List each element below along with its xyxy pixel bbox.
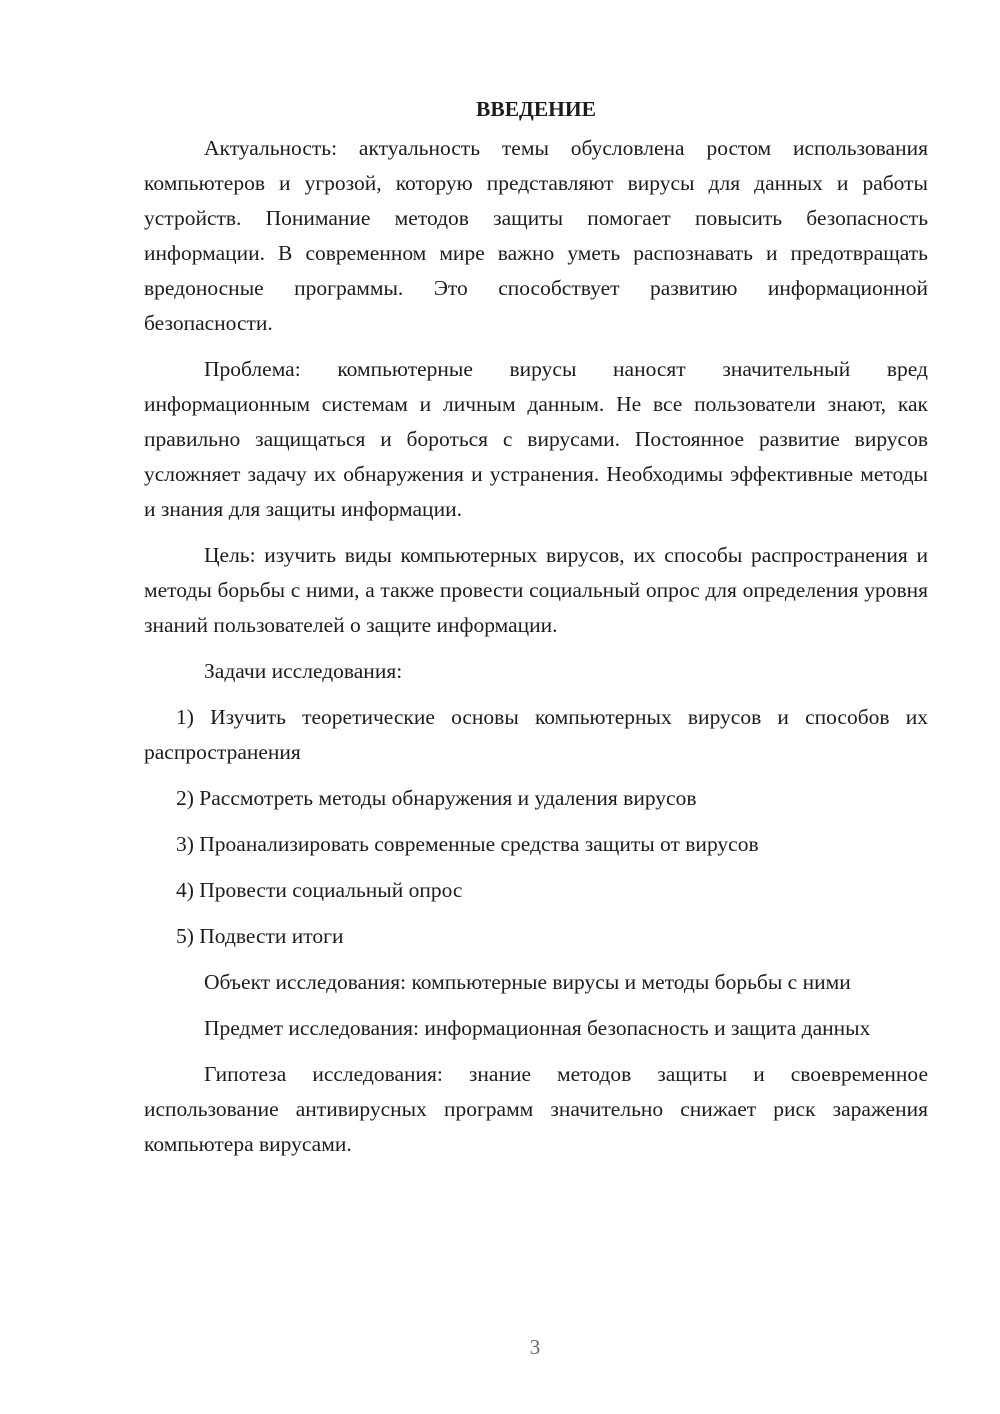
list-item: 2) Рассмотреть методы обнаружения и удаления вирусов <box>176 786 697 810</box>
list-item: 1) Изучить теоретические основы компьютерных вирусов и способов их распространения <box>144 705 928 764</box>
object-paragraph: Объект исследования: компьютерные вирусы и методы борьбы с ними <box>204 970 851 994</box>
list-item: 3) Проанализировать современные средства защиты от вирусов <box>176 832 759 856</box>
document-page <box>144 92 928 1173</box>
list-item: 4) Провести социальный опрос <box>176 878 463 902</box>
page-number: 3 <box>529 1335 541 1359</box>
subject-paragraph: Предмет исследования: информационная безопасность и защита данных <box>204 1016 871 1040</box>
goal-paragraph: Цель: изучить виды компьютерных вирусов, их способы распространения и методы борьбы с ними, а также провести социальный опрос для определения уровня знаний пользователей о защите информации. <box>144 543 928 637</box>
page-title: ВВЕДЕНИЕ <box>476 97 596 121</box>
hypothesis-paragraph: Гипотеза исследования: знание методов защиты и своевременное использование антивирусных программ значительно снижает риск заражения компьютера вирусами. <box>144 1062 928 1156</box>
list-item: 5) Подвести итоги <box>176 924 344 948</box>
relevance-paragraph: Актуальность: актуальность темы обусловлена ростом использования компьютеров и угрозой, которую представляют вирусы для данных и работы устройств. Понимание методов защиты помогает повысить безопасность информации. В современном мире важно уметь распознавать и предотвращать вредоносные программы. Это способствует развитию информационной безопасности. <box>144 136 928 335</box>
tasks-list <box>144 700 928 954</box>
problem-paragraph: Проблема: компьютерные вирусы наносят значительный вред информационным системам и личным данным. Не все пользователи знают, как правильно защищаться и бороться с вирусами. Постоянное развитие вирусов усложняет задачу их обнаружения и устранения. Необходимы эффективные методы и знания для защиты информации. <box>144 357 928 521</box>
tasks-heading: Задачи исследования: <box>204 659 403 683</box>
